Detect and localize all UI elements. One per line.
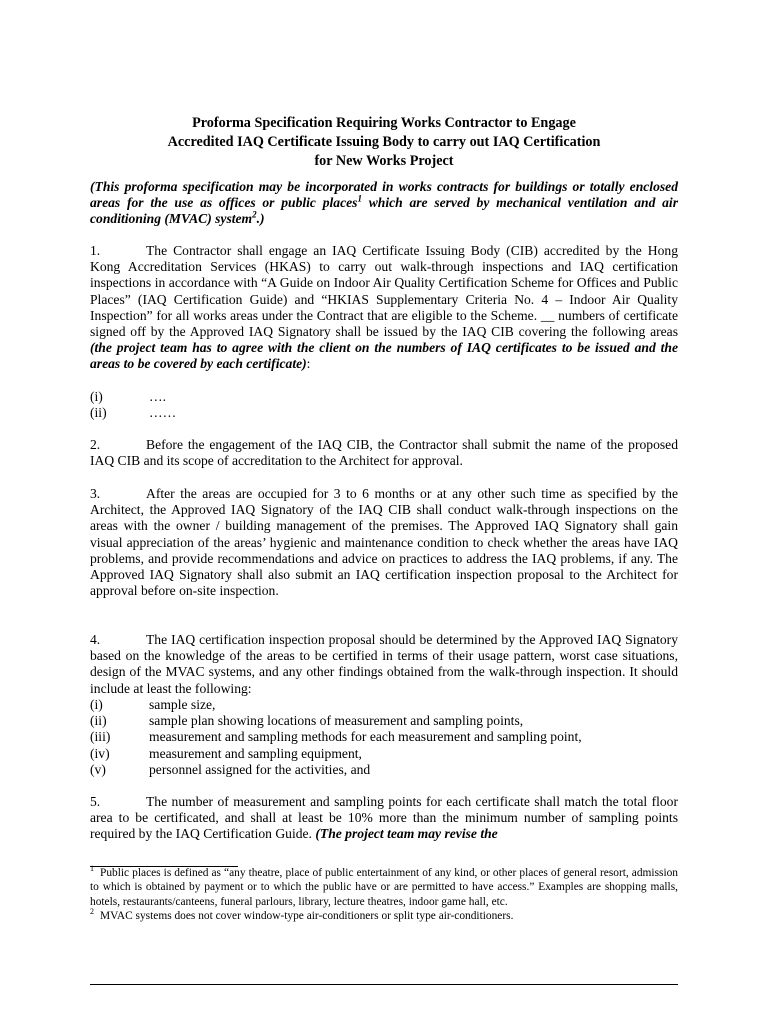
footnote-mark: 1 — [90, 864, 94, 874]
paragraph-number: 1. — [90, 243, 101, 258]
footnote-text: MVAC systems does not cover window-type air-conditioners or split type air-conditioners. — [100, 909, 514, 922]
title-line-3: for New Works Project — [314, 153, 454, 169]
paragraph-text: The IAQ certification inspection proposal should be determined by the Approved IAQ Signatory based on the knowledge of the areas to be certified in terms of their usage pattern, worst case situations, design of the MVAC systems, and any other findings obtained from the walk-through inspection. It should include at least the following: — [90, 632, 678, 696]
list-item — [90, 697, 678, 713]
intro-text-2: which are served by mechanical ventilation and air conditioning (MVAC) system — [90, 195, 678, 226]
title-line-1: Proforma Specification Requiring Works Contractor to Engage — [192, 115, 576, 131]
paragraph-1 — [90, 243, 678, 373]
paragraph-emphasis: (the project team has to agree with the client on the numbers of IAQ certificates to be issued and the areas to be covered by each certificate) — [90, 340, 678, 372]
document-title — [90, 114, 678, 171]
list-item-label: (iv) — [90, 745, 110, 761]
paragraph-text: The number of measurement and sampling points for each certificate shall match the total floor area to be certificated, and shall at least be 10% more than the minimum number of sampling points required by the IAQ Certification Guide. — [90, 794, 678, 842]
paragraph-3 — [90, 486, 678, 599]
footnote-1 — [90, 866, 678, 909]
list-item-text: measurement and sampling equipment, — [149, 745, 362, 761]
list-item-label: (iii) — [90, 729, 111, 745]
intro-text-1: (This proforma specification may be incorporated in works contracts for buildings or totally enclosed areas for the use as offices or public places — [90, 179, 678, 210]
list-item-label: (ii) — [90, 713, 107, 729]
list-item-text: measurement and sampling methods for each measurement and sampling point, — [149, 729, 582, 745]
footnote-text: Public places is defined as “any theatre, place of public entertainment of any kind, or other places of general resort, admission to which is obtained by payment or to which the public have or are permitted to have access.” Examples are shopping malls, hotels, restaurants/canteens, funeral parlours, library, lecture theatres, indoor game hall, etc. — [90, 867, 678, 908]
paragraph-5 — [90, 794, 678, 843]
intro-text-3: .) — [256, 211, 265, 226]
list-item-text: …… — [149, 405, 177, 421]
paragraph-number: 2. — [90, 437, 101, 452]
paragraph-text: The Contractor shall engage an IAQ Certificate Issuing Body (CIB) accredited by the Hong Kong Accreditation Services (HKAS) to carry out walk-through inspections and IAQ certification inspections in accordance with “A Guide on Indoor Air Quality Certification Scheme for Offices and Public Places” (IAQ Certification Guide) and “HKIAS Supplementary Criteria No. 4 – Indoor Air Quality Inspection” for all works areas under the Contract that are eligible to the Scheme. __ numbers of certificate signed off by the Approved IAQ Signatory shall be issued by the IAQ CIB covering the following areas — [90, 243, 678, 340]
list-item-label: (ii) — [90, 405, 107, 421]
list-item — [90, 713, 678, 729]
list-item-label: (v) — [90, 761, 106, 777]
title-line-2: Accredited IAQ Certificate Issuing Body to carry out IAQ Certification — [167, 134, 601, 150]
footnote-ref-2: 2 — [252, 209, 257, 220]
paragraph-emphasis: (The project team may revise the — [315, 826, 498, 842]
footnotes — [90, 866, 678, 923]
paragraph-4 — [90, 632, 678, 697]
paragraph-text: Before the engagement of the IAQ CIB, the Contractor shall submit the name of the proposed IAQ CIB and its scope of accreditation to the Architect for approval. — [90, 437, 678, 469]
paragraph-number: 4. — [90, 632, 101, 647]
paragraph-4-list — [90, 697, 678, 778]
list-item-label: (i) — [90, 389, 103, 404]
list-item-label: (i) — [90, 697, 103, 712]
paragraph-2 — [90, 437, 678, 469]
footnote-ref-1: 1 — [357, 193, 362, 204]
footnote-2 — [90, 909, 678, 923]
list-item — [90, 389, 678, 405]
list-item — [90, 762, 678, 778]
list-item-text: sample plan showing locations of measurement and sampling points, — [149, 713, 524, 729]
list-item — [90, 746, 678, 762]
paragraph-1-list — [90, 389, 678, 421]
paragraph-text: After the areas are occupied for 3 to 6 months or at any other such time as specified by the Architect, the Approved IAQ Signatory of the IAQ CIB shall conduct walk-through inspections on the areas with the owner / building management of the premises. The Approved IAQ Signatory shall gain visual appreciation of the areas’ hygienic and maintenance condition to check whether the areas have IAQ problems, and provide recommendations and advice on practices to address the IAQ problems, if any. The Approved IAQ Signatory shall also submit an IAQ certification inspection proposal to the Architect for approval before on-site inspection. — [90, 486, 678, 599]
list-item — [90, 729, 678, 745]
footnote-mark: 2 — [90, 907, 94, 917]
list-item — [90, 405, 678, 421]
paragraph-number: 5. — [90, 794, 101, 809]
list-item-text: personnel assigned for the activities, and — [149, 761, 371, 777]
page-bottom-divider — [90, 984, 678, 985]
list-item-text: sample size, — [149, 697, 216, 712]
intro-note — [90, 179, 678, 227]
paragraph-tail: : — [306, 356, 311, 372]
paragraph-number: 3. — [90, 486, 101, 501]
list-item-text: …. — [149, 389, 166, 404]
